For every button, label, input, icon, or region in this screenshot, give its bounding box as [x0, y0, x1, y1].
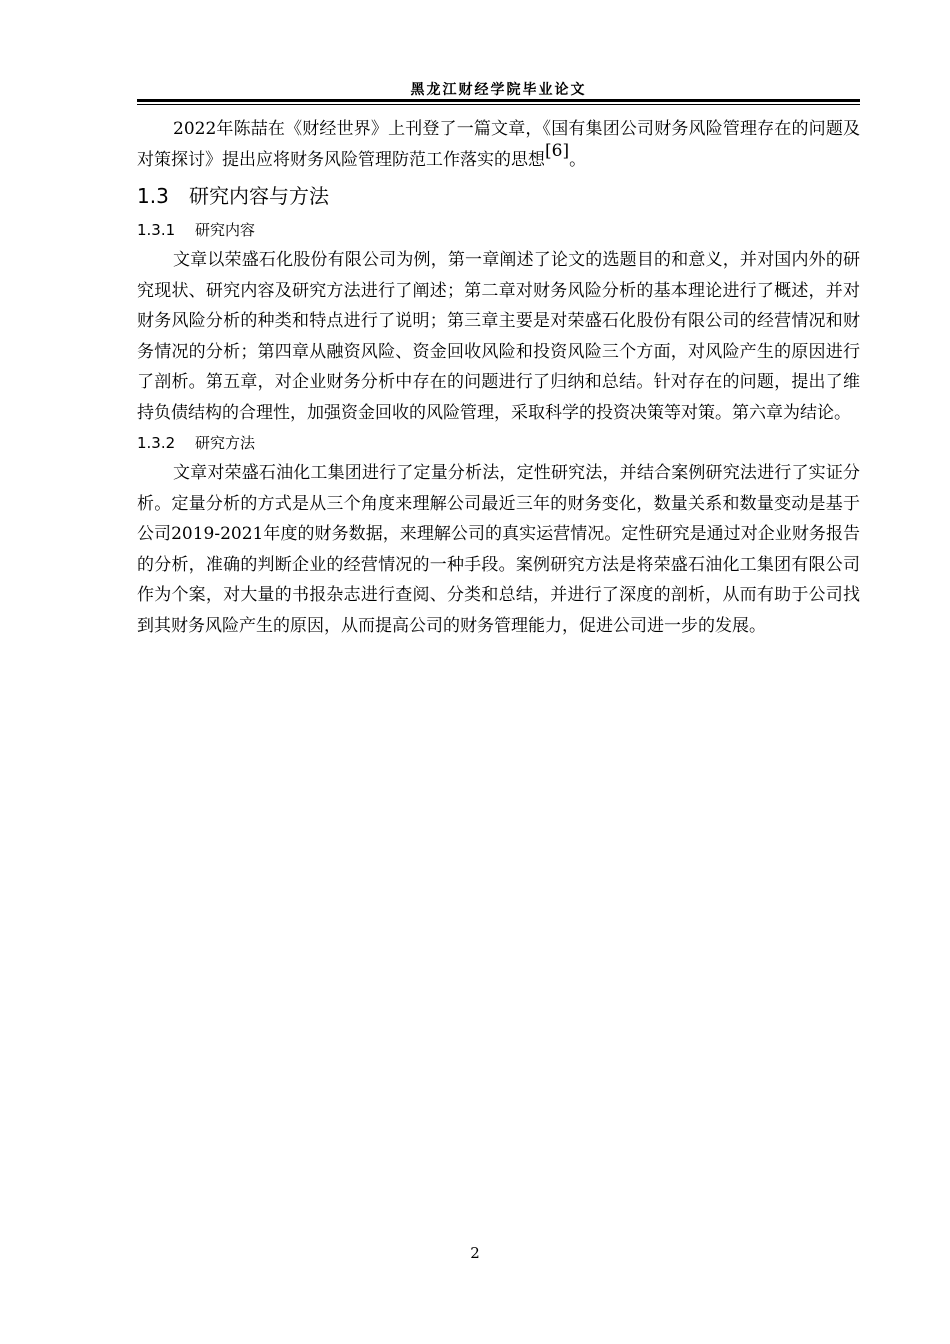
section-number: 1.3: [137, 184, 169, 208]
section-title: 研究内容与方法: [189, 184, 329, 208]
page-body: [137, 114, 860, 641]
header-rule-thick: [137, 99, 860, 102]
research-method-paragraph: 文章对荣盛石油化工集团进行了定量分析法，定性研究法，并结合案例研究法进行了实证分析。定量分析的方式是从三个角度来理解公司最近三年的财务变化，数量关系和数量变动是基于公司2019-2021年度的财务数据，来理解公司的真实运营情况。定性研究是通过对企业财务报告的分析，准确的判断企业的经营情况的一种手段。案例研究方法是将荣盛石油化工集团有限公司作为个案，对大量的书报杂志进行查阅、分类和总结，并进行了深度的剖析，从而有助于公司找到其财务风险产生的原因，从而提高公司的财务管理能力，促进公司进一步的发展。: [137, 463, 860, 636]
subsection-heading-research-method: [137, 428, 860, 458]
header-rule-thin: [137, 104, 860, 105]
intro-end: 。: [569, 149, 587, 170]
intro-text: 2022年陈喆在《财经世界》上刊登了一篇文章，《国有集团公司财务风险管理存在的问题及对策探讨》提出应将财务风险管理防范工作落实的思想: [137, 119, 860, 170]
section-heading: [137, 181, 860, 211]
subsection-number: 1.3.1: [137, 221, 176, 239]
subsection-title: 研究内容: [195, 221, 256, 239]
page-header-title: 黑龙江财经学院毕业论文: [410, 82, 587, 98]
subsection-heading-research-content: [137, 215, 860, 245]
subsection-number: 1.3.2: [137, 434, 176, 452]
page-number: 2: [470, 1244, 480, 1262]
research-content-paragraph: 文章以荣盛石化股份有限公司为例，第一章阐述了论文的选题目的和意义，并对国内外的研究现状、研究内容及研究方法进行了阐述；第二章对财务风险分析的基本理论进行了概述，并对财务风险分析的种类和特点进行了说明；第三章主要是对荣盛石化股份有限公司的经营情况和财务情况的分析；第四章从融资风险、资金回收风险和投资风险三个方面，对风险产生的原因进行了剖析。第五章，对企业财务分析中存在的问题进行了归纳和总结。针对存在的问题，提出了维持负债结构的合理性，加强资金回收的风险管理，采取科学的投资决策等对策。第六章为结论。: [137, 250, 860, 423]
subsection-title: 研究方法: [195, 434, 256, 452]
intro-paragraph: [137, 114, 860, 175]
citation-ref: [6]: [545, 140, 570, 161]
